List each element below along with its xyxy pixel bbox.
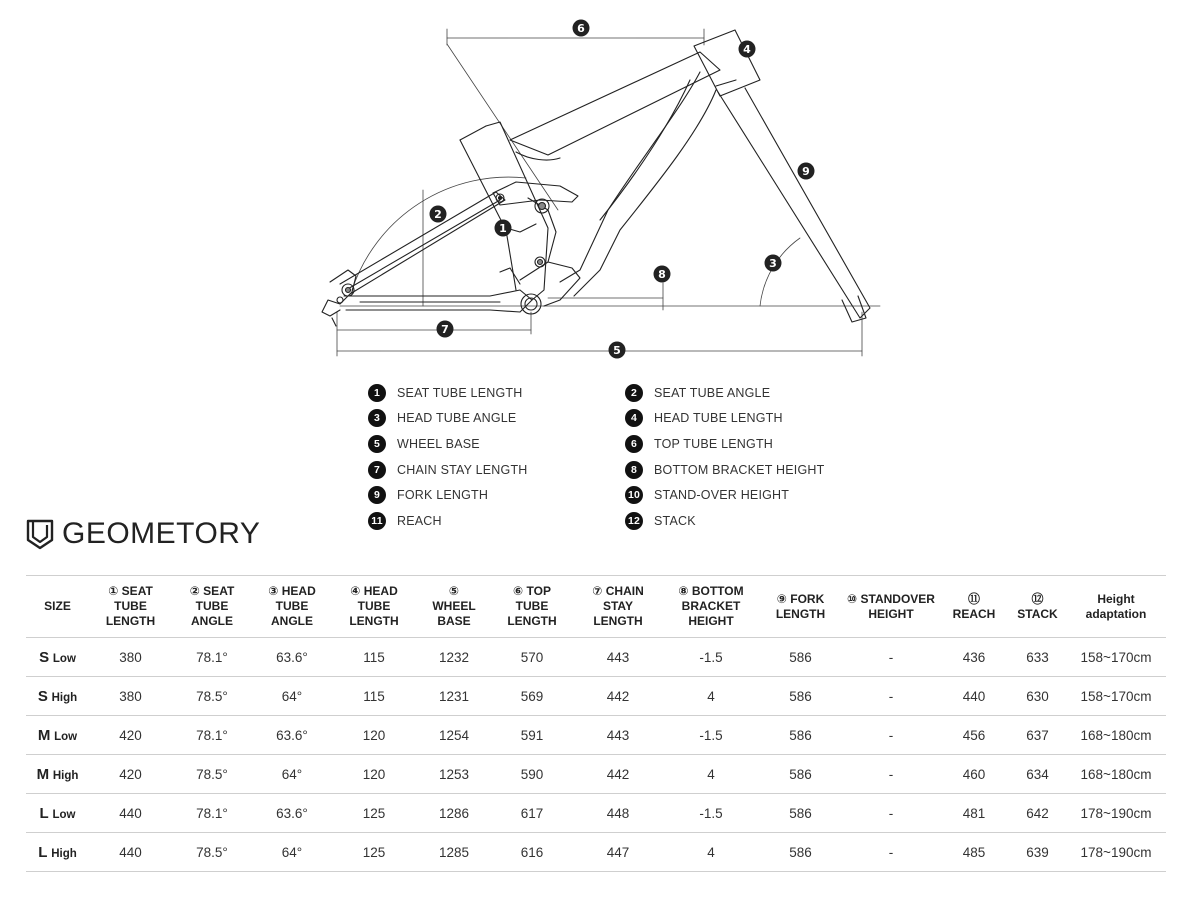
legend-number: 7 bbox=[368, 461, 386, 479]
legend-item-reach bbox=[368, 508, 625, 534]
cell-seat-tube-length: 440 bbox=[89, 833, 172, 872]
legend-item-head-tube-length bbox=[625, 406, 868, 432]
header-chain-stay-length: ⑦ CHAIN STAY LENGTH bbox=[572, 576, 664, 638]
callout-3 bbox=[765, 255, 782, 272]
legend-number: 4 bbox=[625, 409, 643, 427]
legend-label: HEAD TUBE ANGLE bbox=[397, 411, 517, 426]
legend-number: 5 bbox=[368, 435, 386, 453]
cell-top-tube-length: 570 bbox=[492, 638, 572, 677]
table-row bbox=[26, 677, 1166, 716]
legend-item-stand-over-height bbox=[625, 482, 868, 508]
size-variant: High bbox=[52, 769, 79, 782]
legend-number: 8 bbox=[625, 461, 643, 479]
cell-head-tube-angle: 64° bbox=[252, 677, 332, 716]
cell-bottom-bracket-height: 4 bbox=[664, 677, 758, 716]
size-variant: Low bbox=[52, 652, 76, 665]
table-row bbox=[26, 833, 1166, 872]
cell-seat-tube-length: 440 bbox=[89, 794, 172, 833]
cell-head-tube-length: 120 bbox=[332, 716, 416, 755]
legend-number: 1 bbox=[368, 384, 386, 402]
cell-top-tube-length: 590 bbox=[492, 755, 572, 794]
callout-3-label: 3 bbox=[769, 257, 777, 270]
cell-standover-height: - bbox=[843, 638, 939, 677]
cell-reach: 481 bbox=[939, 794, 1009, 833]
cell-wheel-base: 1231 bbox=[416, 677, 492, 716]
size-variant: Low bbox=[52, 808, 76, 821]
cell-top-tube-length: 569 bbox=[492, 677, 572, 716]
cell-head-tube-length: 115 bbox=[332, 638, 416, 677]
cell-seat-tube-angle: 78.1° bbox=[172, 716, 252, 755]
legend-item-head-tube-angle bbox=[368, 406, 625, 432]
size-letter: L bbox=[38, 843, 48, 861]
cell-wheel-base: 1285 bbox=[416, 833, 492, 872]
cell-bottom-bracket-height: -1.5 bbox=[664, 794, 758, 833]
cell-height-adaptation: 168~180cm bbox=[1066, 716, 1166, 755]
header-size: SIZE bbox=[26, 576, 89, 638]
legend-number: 9 bbox=[368, 486, 386, 504]
legend-item-top-tube-length bbox=[625, 431, 868, 457]
legend-item-chain-stay-length bbox=[368, 457, 625, 483]
callout-2-label: 2 bbox=[434, 208, 442, 221]
cell-wheel-base: 1253 bbox=[416, 755, 492, 794]
legend-item-fork-length bbox=[368, 482, 625, 508]
callout-5-label: 5 bbox=[613, 344, 621, 357]
size-cell bbox=[26, 755, 89, 794]
header-seat-tube-angle: ② SEAT TUBE ANGLE bbox=[172, 576, 252, 638]
cell-top-tube-length: 616 bbox=[492, 833, 572, 872]
legend-label: HEAD TUBE LENGTH bbox=[654, 411, 783, 426]
cell-standover-height: - bbox=[843, 755, 939, 794]
header-head-tube-length: ④ HEAD TUBE LENGTH bbox=[332, 576, 416, 638]
cell-height-adaptation: 178~190cm bbox=[1066, 794, 1166, 833]
cell-stack: 637 bbox=[1009, 716, 1066, 755]
cell-head-tube-length: 120 bbox=[332, 755, 416, 794]
legend-label: CHAIN STAY LENGTH bbox=[397, 462, 528, 477]
header-wheel-base: ⑤ WHEEL BASE bbox=[416, 576, 492, 638]
geometry-table-body bbox=[26, 638, 1166, 872]
legend-number: 12 bbox=[625, 512, 643, 530]
callout-4 bbox=[739, 41, 756, 58]
header-bottom-bracket-height: ⑧ BOTTOM BRACKET HEIGHT bbox=[664, 576, 758, 638]
cell-seat-tube-length: 380 bbox=[89, 677, 172, 716]
cell-reach: 436 bbox=[939, 638, 1009, 677]
legend-label: REACH bbox=[397, 513, 442, 528]
cell-bottom-bracket-height: 4 bbox=[664, 833, 758, 872]
cell-reach: 485 bbox=[939, 833, 1009, 872]
legend-number: 10 bbox=[625, 486, 643, 504]
callout-8-label: 8 bbox=[658, 268, 666, 281]
cell-head-tube-angle: 63.6° bbox=[252, 794, 332, 833]
size-cell bbox=[26, 833, 89, 872]
cell-fork-length: 586 bbox=[758, 833, 843, 872]
cell-seat-tube-length: 380 bbox=[89, 638, 172, 677]
table-row bbox=[26, 716, 1166, 755]
cell-seat-tube-angle: 78.1° bbox=[172, 794, 252, 833]
table-row bbox=[26, 755, 1166, 794]
size-letter: S bbox=[39, 648, 50, 666]
size-cell bbox=[26, 794, 89, 833]
cell-height-adaptation: 178~190cm bbox=[1066, 833, 1166, 872]
geometry-title: GEOMETORY bbox=[62, 517, 261, 550]
legend-label: WHEEL BASE bbox=[397, 436, 480, 451]
dimension-lines bbox=[337, 29, 880, 356]
cell-standover-height: - bbox=[843, 716, 939, 755]
cell-chain-stay-length: 448 bbox=[572, 794, 664, 833]
cell-seat-tube-angle: 78.5° bbox=[172, 833, 252, 872]
header-standover-height: ⑩ STANDOVER HEIGHT bbox=[843, 576, 939, 638]
shield-icon bbox=[26, 518, 54, 550]
header-height-adaptation: Height adaptation bbox=[1066, 576, 1166, 638]
geometry-table bbox=[26, 575, 1166, 872]
cell-stack: 630 bbox=[1009, 677, 1066, 716]
header-top-tube-length: ⑥ TOP TUBE LENGTH bbox=[492, 576, 572, 638]
callout-4-label: 4 bbox=[743, 43, 751, 56]
section-title bbox=[26, 514, 260, 554]
cell-seat-tube-angle: 78.5° bbox=[172, 755, 252, 794]
size-variant: Low bbox=[54, 730, 78, 743]
cell-top-tube-length: 591 bbox=[492, 716, 572, 755]
size-variant: High bbox=[51, 691, 78, 704]
cell-chain-stay-length: 442 bbox=[572, 677, 664, 716]
header-seat-tube-length: ① SEAT TUBE LENGTH bbox=[89, 576, 172, 638]
legend-number: 3 bbox=[368, 409, 386, 427]
cell-wheel-base: 1232 bbox=[416, 638, 492, 677]
header-fork-length: ⑨ FORK LENGTH bbox=[758, 576, 843, 638]
cell-reach: 440 bbox=[939, 677, 1009, 716]
cell-seat-tube-angle: 78.1° bbox=[172, 638, 252, 677]
cell-stack: 639 bbox=[1009, 833, 1066, 872]
callout-1-label: 1 bbox=[499, 222, 507, 235]
table-header-row bbox=[26, 576, 1166, 638]
callout-7 bbox=[437, 321, 454, 338]
cell-head-tube-angle: 64° bbox=[252, 833, 332, 872]
header-head-tube-angle: ③ HEAD TUBE ANGLE bbox=[252, 576, 332, 638]
size-variant: High bbox=[51, 847, 77, 860]
callout-8 bbox=[654, 266, 671, 283]
legend-label: BOTTOM BRACKET HEIGHT bbox=[654, 462, 825, 477]
callout-7-label: 7 bbox=[441, 323, 449, 336]
legend-label: FORK LENGTH bbox=[397, 488, 489, 503]
cell-chain-stay-length: 442 bbox=[572, 755, 664, 794]
cell-wheel-base: 1286 bbox=[416, 794, 492, 833]
frame-outline bbox=[322, 30, 870, 326]
cell-head-tube-angle: 63.6° bbox=[252, 638, 332, 677]
legend-item-seat-tube-angle bbox=[625, 380, 868, 406]
cell-height-adaptation: 168~180cm bbox=[1066, 755, 1166, 794]
callout-9-label: 9 bbox=[802, 165, 810, 178]
cell-stack: 634 bbox=[1009, 755, 1066, 794]
callout-1 bbox=[495, 220, 512, 237]
cell-stack: 633 bbox=[1009, 638, 1066, 677]
cell-head-tube-length: 115 bbox=[332, 677, 416, 716]
cell-bottom-bracket-height: -1.5 bbox=[664, 638, 758, 677]
callout-6 bbox=[573, 20, 590, 37]
callout-9 bbox=[798, 163, 815, 180]
cell-wheel-base: 1254 bbox=[416, 716, 492, 755]
cell-height-adaptation: 158~170cm bbox=[1066, 677, 1166, 716]
cell-top-tube-length: 617 bbox=[492, 794, 572, 833]
callout-2 bbox=[430, 206, 447, 223]
cell-fork-length: 586 bbox=[758, 638, 843, 677]
cell-seat-tube-length: 420 bbox=[89, 716, 172, 755]
size-cell bbox=[26, 677, 89, 716]
legend-label: STACK bbox=[654, 513, 696, 528]
cell-bottom-bracket-height: 4 bbox=[664, 755, 758, 794]
cell-seat-tube-length: 420 bbox=[89, 755, 172, 794]
size-letter: L bbox=[39, 804, 49, 822]
legend-item-bottom-bracket-height bbox=[625, 457, 868, 483]
cell-height-adaptation: 158~170cm bbox=[1066, 638, 1166, 677]
legend-item-seat-tube-length bbox=[368, 380, 625, 406]
legend-number: 2 bbox=[625, 384, 643, 402]
cell-fork-length: 586 bbox=[758, 677, 843, 716]
legend-number: 11 bbox=[368, 512, 386, 530]
cell-bottom-bracket-height: -1.5 bbox=[664, 716, 758, 755]
cell-head-tube-angle: 64° bbox=[252, 755, 332, 794]
cell-stack: 642 bbox=[1009, 794, 1066, 833]
callout-5 bbox=[609, 342, 626, 359]
size-letter: S bbox=[37, 687, 48, 705]
cell-head-tube-length: 125 bbox=[332, 833, 416, 872]
header-reach: ⑪ REACH bbox=[939, 576, 1009, 638]
cell-reach: 456 bbox=[939, 716, 1009, 755]
cell-fork-length: 586 bbox=[758, 794, 843, 833]
header-stack: ⑫ STACK bbox=[1009, 576, 1066, 638]
legend-label: STAND-OVER HEIGHT bbox=[654, 488, 790, 503]
size-letter: M bbox=[37, 726, 51, 744]
cell-chain-stay-length: 447 bbox=[572, 833, 664, 872]
cell-seat-tube-angle: 78.5° bbox=[172, 677, 252, 716]
size-cell bbox=[26, 716, 89, 755]
cell-chain-stay-length: 443 bbox=[572, 716, 664, 755]
cell-chain-stay-length: 443 bbox=[572, 638, 664, 677]
cell-standover-height: - bbox=[843, 677, 939, 716]
legend-label: SEAT TUBE LENGTH bbox=[397, 385, 523, 400]
frame-geometry-diagram bbox=[0, 0, 1200, 380]
legend-label: TOP TUBE LENGTH bbox=[654, 436, 774, 451]
table-row bbox=[26, 794, 1166, 833]
legend-item-stack bbox=[625, 508, 868, 534]
geometry-legend bbox=[368, 380, 868, 528]
cell-head-tube-length: 125 bbox=[332, 794, 416, 833]
size-letter: M bbox=[36, 765, 50, 783]
table-row bbox=[26, 638, 1166, 677]
size-cell bbox=[26, 638, 89, 677]
legend-label: SEAT TUBE ANGLE bbox=[654, 385, 771, 400]
cell-standover-height: - bbox=[843, 833, 939, 872]
legend-item-wheel-base bbox=[368, 431, 625, 457]
cell-fork-length: 586 bbox=[758, 755, 843, 794]
legend-number: 6 bbox=[625, 435, 643, 453]
cell-head-tube-angle: 63.6° bbox=[252, 716, 332, 755]
cell-standover-height: - bbox=[843, 794, 939, 833]
cell-fork-length: 586 bbox=[758, 716, 843, 755]
callout-6-label: 6 bbox=[577, 22, 585, 35]
cell-reach: 460 bbox=[939, 755, 1009, 794]
